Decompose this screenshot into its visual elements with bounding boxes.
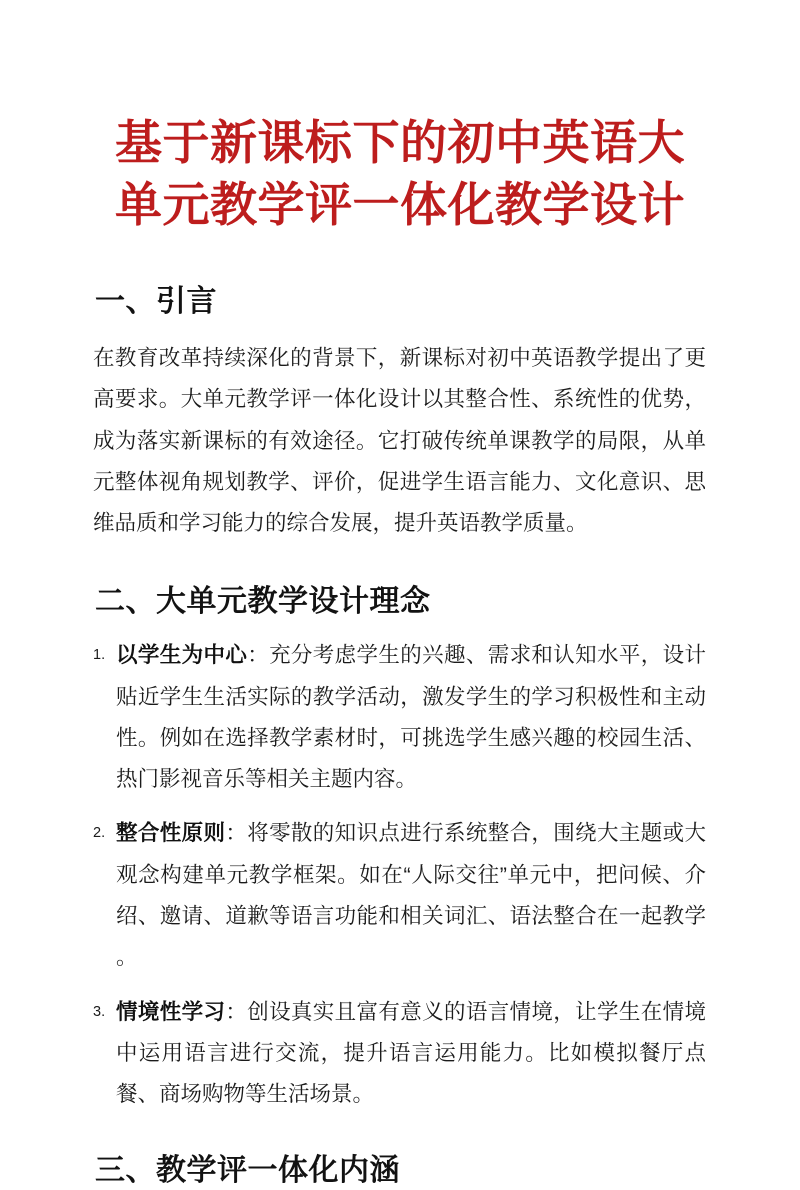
list-item-text: 充分考虑学生的兴趣、需求和认知水平，设计贴近学生生活实际的教学活动，激发学生的学习积极性和主动性。例如在选择教学素材时，可挑选学生感兴趣的校园生活、热门影视音乐等相关主题内容。 <box>116 643 706 792</box>
page-title-line-2: 单元教学评一体化教学设计 <box>115 178 685 232</box>
list-item-separator: ： <box>225 999 248 1024</box>
list-item-text: 创设真实且富有意义的语言情境，让学生在情境中运用语言进行交流，提升语言运用能力。比如模拟餐厅点餐、商场购物等生活场景。 <box>116 999 706 1107</box>
list-item <box>93 813 706 978</box>
list-item-term: 整合性原则 <box>116 821 226 846</box>
section-heading-integration-connotation: 三、教学评一体化内涵 <box>95 1154 400 1188</box>
design-concept-list <box>0 635 800 1115</box>
list-item <box>93 992 706 1116</box>
list-item-marker: 2. <box>93 825 106 842</box>
section-heading-introduction: 一、引言 <box>95 285 217 319</box>
section-paragraph-introduction: 在教育改革持续深化的背景下，新课标对初中英语教学提出了更高要求。大单元教学评一体化设计以其整合性、系统性的优势，成为落实新课标的有效途径。它打破传统单课教学的局限，从单元整体视角规划教学、评价，促进学生语言能力、文化意识、思维品质和学习能力的综合发展，提升英语教学质量。 <box>93 346 706 536</box>
list-item <box>93 635 706 800</box>
section-heading-design-concepts: 二、大单元教学设计理念 <box>95 585 431 619</box>
list-item-marker: 3. <box>93 1003 106 1020</box>
list-item-text: 将零散的知识点进行系统整合，围绕大主题或大观念构建单元教学框架。如在“人际交往”单元中，把问候、介绍、邀请、道歉等语言功能和相关词汇、语法整合在一起教学 。 <box>116 821 706 970</box>
list-item-term: 以学生为中心 <box>116 643 248 668</box>
list-item-term: 情境性学习 <box>116 999 226 1024</box>
list-item-separator: ： <box>247 643 270 668</box>
page-title <box>0 0 800 236</box>
page-title-line-1: 基于新课标下的初中英语大 <box>115 116 685 169</box>
list-item-marker: 1. <box>93 647 106 664</box>
list-item-separator: ： <box>225 821 248 846</box>
